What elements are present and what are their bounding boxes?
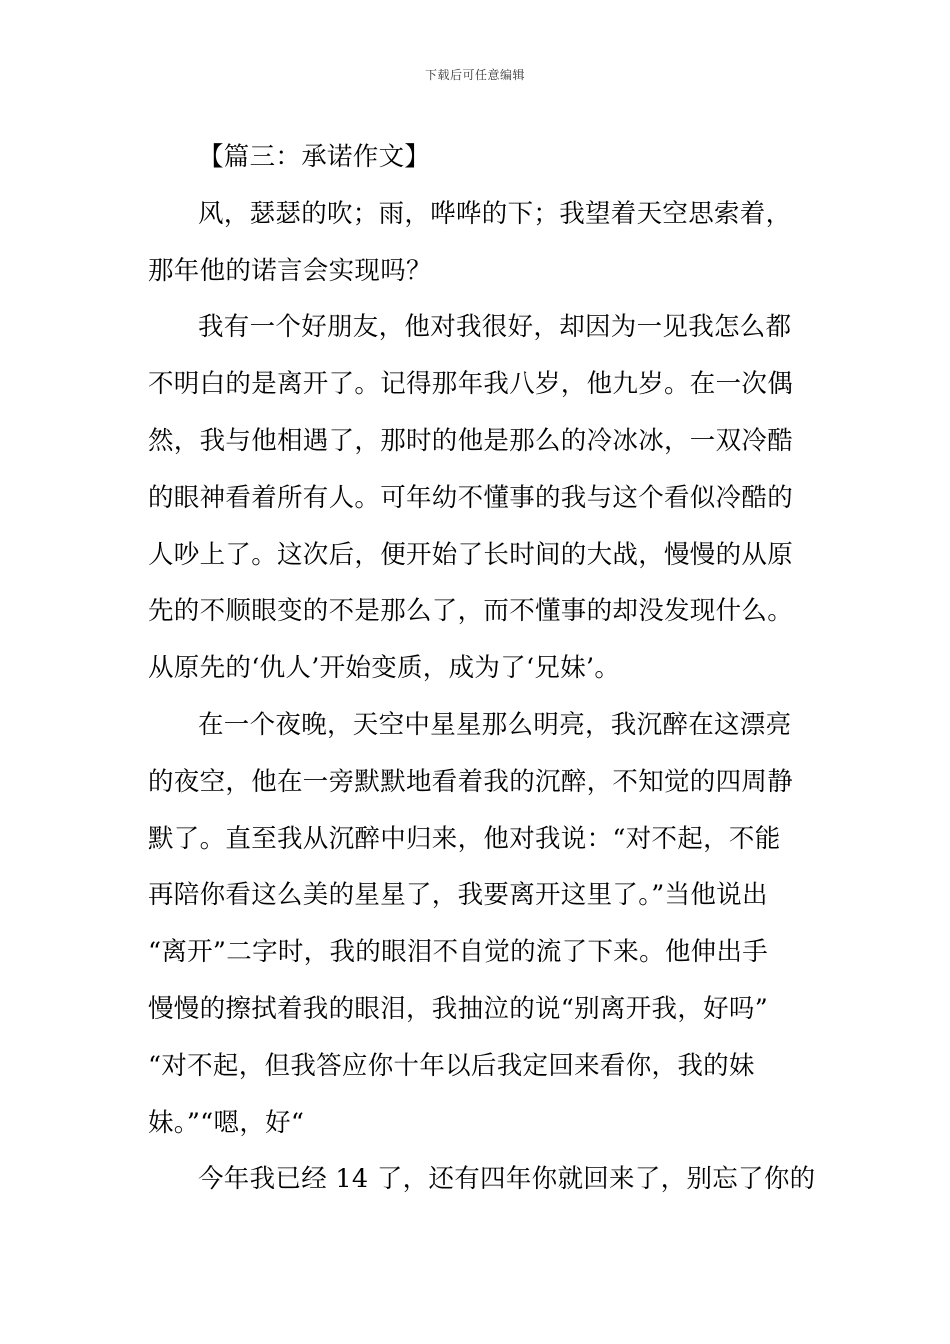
- paragraph: [148, 299, 808, 697]
- text-line: 风，瑟瑟的吹；雨，哗哗的下；我望着天空思索着，: [198, 198, 792, 229]
- page-header: 下载后可任意编辑: [424, 68, 525, 82]
- text-line: 不明白的是离开了。记得那年我八岁，他九岁。在一次偶: [148, 369, 794, 400]
- text-line: “对不起，但我答应你十年以后我定回来看你，我的妹: [148, 1050, 755, 1081]
- text-line: 在一个夜晚，天空中星星那么明亮，我沉醉在这漂亮: [198, 709, 792, 740]
- document-body: [148, 129, 816, 1208]
- text-line: 慢慢的擦拭着我的眼泪，我抽泣的说“别离开我，好吗”: [148, 993, 769, 1024]
- text-line: 人吵上了。这次后，便开始了长时间的大战，慢慢的从原: [148, 539, 794, 570]
- text-line: 妹。”“嗯，好“: [148, 1107, 305, 1138]
- text-line: 从原先的‘仇人’开始变质，成为了‘兄妹’。: [148, 653, 621, 684]
- text-line: “离开”二字时，我的眼泪不自觉的流了下来。他伸出手: [148, 937, 769, 968]
- text-line: 先的不顺眼变的不是那么了，而不懂事的却没发现什么。: [148, 596, 794, 627]
- document-title: 【篇三：承诺作文】: [198, 142, 431, 172]
- text-line: 今年我已经 14 了，还有四年你就回来了，别忘了你的: [198, 1164, 816, 1195]
- text-line: 默了。直至我从沉醉中归来，他对我说：“对不起，不能: [148, 823, 781, 854]
- paragraph: [148, 697, 808, 1151]
- text-line: 然，我与他相遇了，那时的他是那么的冷冰冰，一双冷酷: [148, 425, 794, 456]
- paragraph: [148, 1151, 816, 1208]
- text-line: 那年他的诺言会实现吗？: [148, 255, 432, 286]
- text-line: 的夜空，他在一旁默默地看着我的沉醉，不知觉的四周静: [148, 766, 794, 797]
- text-line: 的眼神看着所有人。可年幼不懂事的我与这个看似冷酷的: [148, 482, 794, 513]
- text-line: 再陪你看这么美的星星了，我要离开这里了。”当他说出: [148, 880, 768, 911]
- text-line: 我有一个好朋友，他对我很好，却因为一见我怎么都: [198, 312, 792, 343]
- paragraph: [148, 186, 808, 300]
